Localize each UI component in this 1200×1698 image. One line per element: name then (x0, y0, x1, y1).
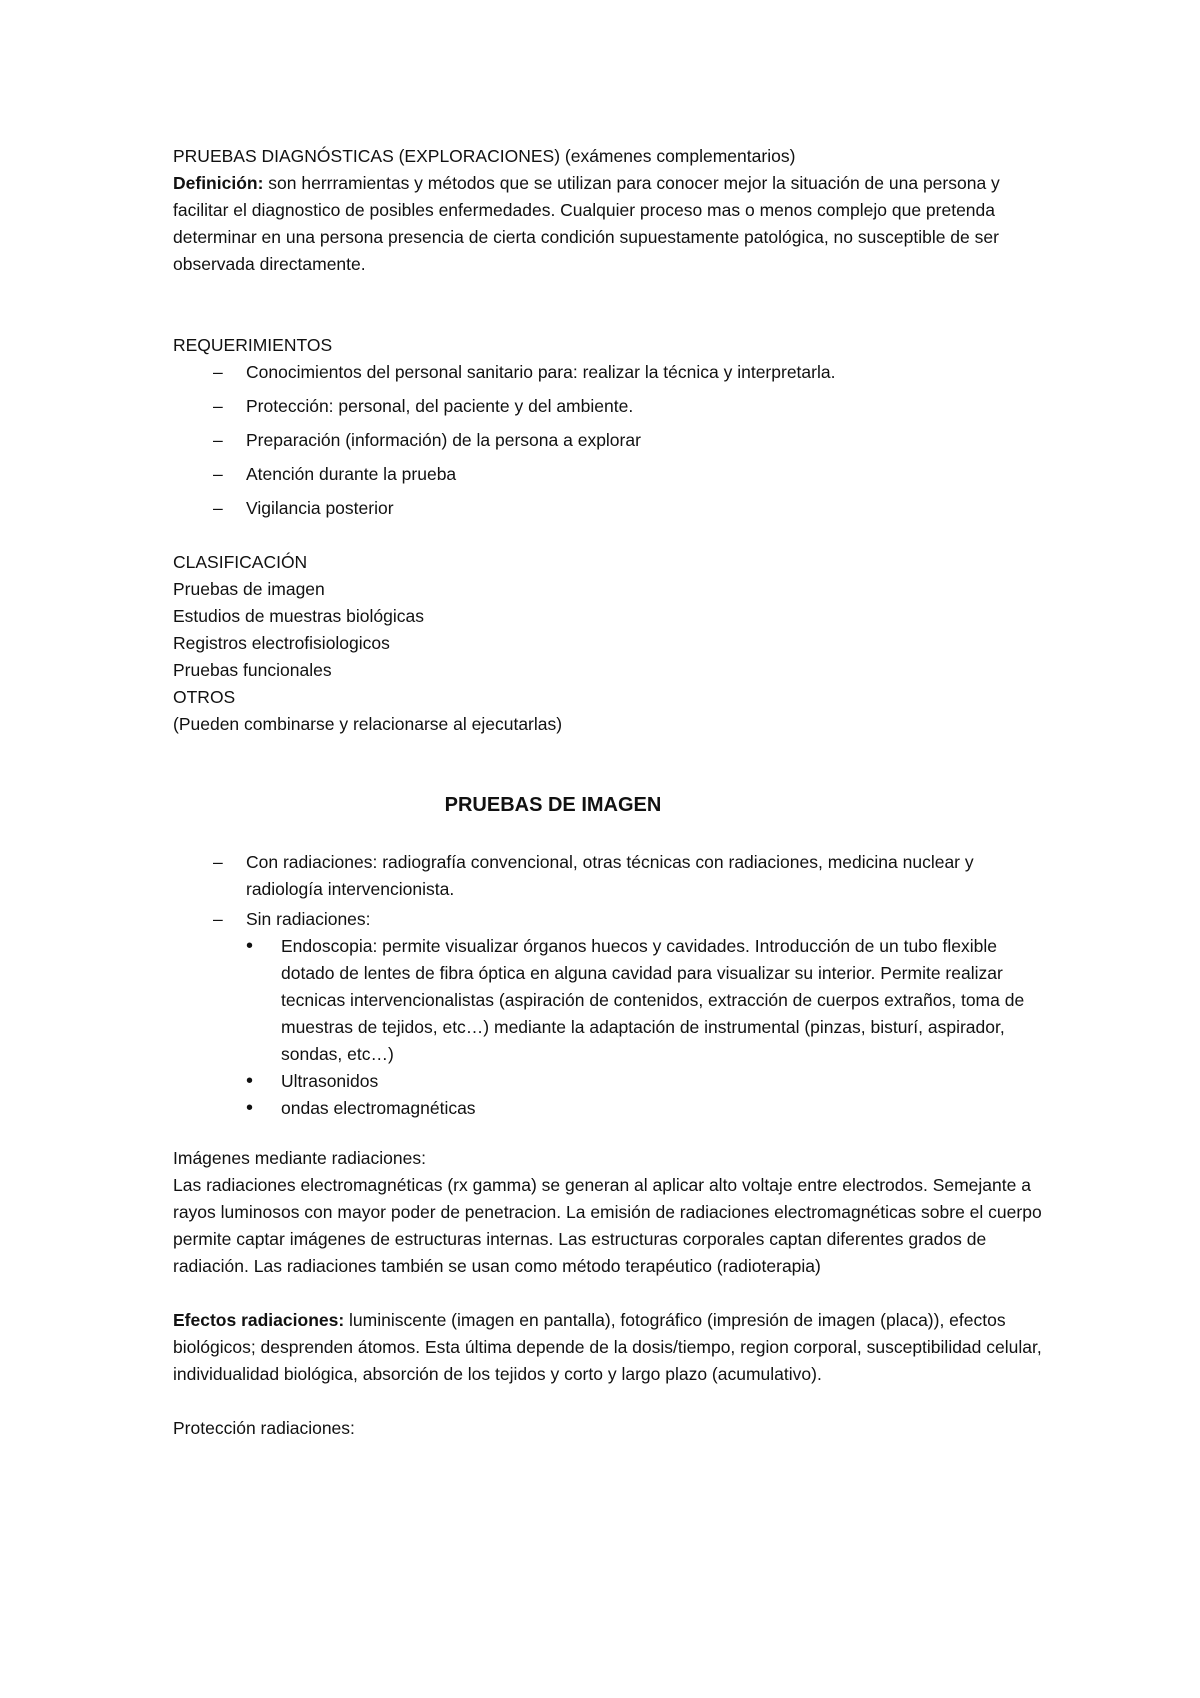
list-item: – Protección: personal, del paciente y del ambiente. (173, 393, 1043, 420)
imagenes-paragraph: Las radiaciones electromagnéticas (rx gamma) se generan al aplicar alto voltaje entre electrodos. Semejante a rayos luminosos con mayor poder de penetracion. La emisión de radiaciones electromagnéticas sobre el cuerpo permite captar imágenes de estructuras internas. Las estructuras corporales captan diferentes grados de radiación. Las radiaciones también se usan como método terapéutico (radioterapia) (173, 1175, 1042, 1276)
proteccion-heading: Protección radiaciones: (173, 1418, 355, 1438)
list-item: – Con radiaciones: radiografía convencional, otras técnicas con radiaciones, medicina nuclear y radiología intervencionista. (173, 849, 1043, 903)
list-item: – Preparación (información) de la persona a explorar (173, 427, 1043, 454)
sin-radiaciones-label: Sin radiaciones: (246, 909, 371, 929)
clasificacion-item: Pruebas funcionales (173, 660, 332, 680)
clasificacion-item: Estudios de muestras biológicas (173, 606, 424, 626)
efectos-paragraph (173, 1307, 1043, 1388)
section-title-pruebas-imagen: PRUEBAS DE IMAGEN (444, 794, 662, 816)
requerimientos-heading: REQUERIMIENTOS (173, 335, 333, 355)
definition-text: son herrramientas y métodos que se utilizan para conocer mejor la situación de una persona y facilitar el diagnostico de posibles enfermedades. Cualquier proceso mas o menos complejo que pretenda determinar en una persona presencia de cierta condición supuestamente patológica, no susceptible de ser observada directamente. (173, 173, 1000, 274)
clasificacion-heading: CLASIFICACIÓN (173, 552, 308, 572)
imagen-list (173, 849, 1043, 1122)
efectos-label: Efectos radiaciones: (173, 1310, 345, 1330)
list-item: • Ultrasonidos (246, 1068, 1043, 1095)
definition-paragraph (173, 170, 1043, 278)
efectos-text: luminiscente (imagen en pantalla), fotográfico (impresión de imagen (placa)), efectos biológicos; desprenden átomos. Esta última depende de la dosis/tiempo, region corporal, susceptibilidad celular, individualidad biológica, absorción de los tejidos y corto y largo plazo (acumulativo). (173, 1310, 1042, 1384)
document-title: PRUEBAS DIAGNÓSTICAS (EXPLORACIONES) (exámenes complementarios) (173, 146, 796, 166)
list-item: – Atención durante la prueba (173, 461, 1043, 488)
clasificacion-item: Registros electrofisiologicos (173, 633, 390, 653)
list-item: – Vigilancia posterior (173, 495, 1043, 522)
list-item: – Conocimientos del personal sanitario para: realizar la técnica y interpretarla. (173, 359, 1043, 386)
list-item: • Endoscopia: permite visualizar órganos huecos y cavidades. Introducción de un tubo flexible dotado de lentes de fibra óptica en alguna cavidad para visualizar su interior. Permite realizar tecnicas intervencionalistas (aspiración de contenidos, extracción de cuerpos extraños, toma de muestras de tejidos, etc…) mediante la adaptación de instrumental (pinzas, bisturí, aspirador, sondas, etc…) (246, 933, 1043, 1068)
requerimientos-list (173, 359, 1043, 522)
list-item: • ondas electromagnéticas (246, 1095, 1043, 1122)
document-content (173, 143, 1043, 1442)
clasificacion-item: OTROS (173, 687, 236, 707)
imagenes-heading: Imágenes mediante radiaciones: (173, 1148, 426, 1168)
list-item (173, 906, 1043, 1122)
clasificacion-note: (Pueden combinarse y relacionarse al ejecutarlas) (173, 714, 563, 734)
definition-label: Definición: (173, 173, 264, 193)
sin-radiaciones-list (246, 933, 1043, 1122)
clasificacion-item: Pruebas de imagen (173, 579, 325, 599)
